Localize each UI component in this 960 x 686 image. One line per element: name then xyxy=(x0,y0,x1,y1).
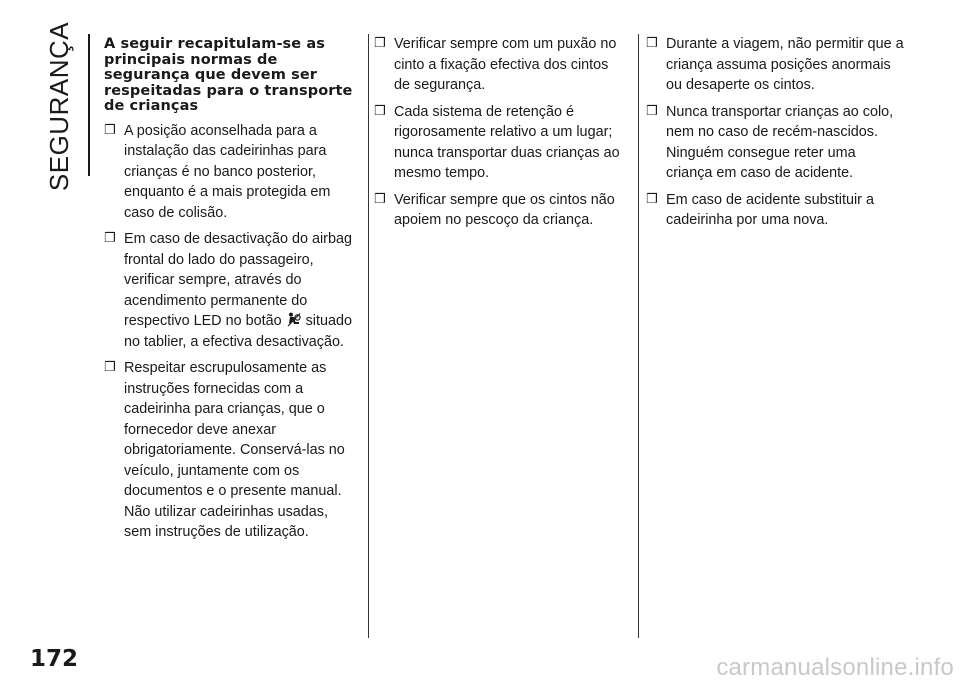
bullet-icon: ❒ xyxy=(646,103,658,119)
column-3 xyxy=(646,34,904,237)
bullet-icon: ❒ xyxy=(104,231,116,246)
list-item-text: Verificar sempre com um puxão no cinto a fixação efectiva dos cintos de segurança. xyxy=(394,36,617,93)
list-item-text: situado no tablier, a efectiva desactivação. xyxy=(124,313,353,350)
list-item xyxy=(374,190,626,231)
section-rule xyxy=(88,34,90,176)
column-1 xyxy=(104,32,356,549)
list-item-text: Cada sistema de retenção é rigorosamente relativo a um lugar; nunca transportar duas crianças ao mesmo tempo. xyxy=(394,103,620,181)
column-divider-1 xyxy=(368,34,369,638)
list-item-text: Verificar sempre que os cintos não apoiem no pescoço da criança. xyxy=(394,191,615,228)
bullet-icon: ❒ xyxy=(374,36,386,51)
list-item xyxy=(646,190,904,231)
list-item xyxy=(374,102,626,184)
section-heading: A seguir recapitulam-se as principais normas de segurança que devem ser respeitadas para o transporte de crianças xyxy=(104,36,353,114)
watermark: carmanualsonline.info xyxy=(716,654,954,681)
list-item xyxy=(646,102,904,184)
list-item-text: Em caso de acidente substituir a cadeirinha por uma nova. xyxy=(666,191,874,228)
bullet-icon: ❒ xyxy=(104,122,116,138)
list-item xyxy=(104,229,356,352)
bullet-icon: ❒ xyxy=(374,191,386,207)
list-item-text: Respeitar escrupulosamente as instruções fornecidas com a cadeirinha para crianças, que o fornecedor deve anexar obrigatoriamente. Conservá-las no veículo, juntamente com os documentos e o presente manual. Não utilizar cadeirinhas usadas, sem instruções de utilização. xyxy=(124,360,345,540)
list-item-text: Durante a viagem, não permitir que a criança assuma posições anormais ou desaperte os cintos. xyxy=(666,36,904,93)
page-number: 172 xyxy=(30,646,79,672)
bullet-icon: ❒ xyxy=(646,191,658,207)
list-item-text: Em caso de desactivação do airbag frontal do lado do passageiro, verificar sempre, através do acendimento permanente do respectivo LED no botão xyxy=(124,231,352,329)
section-title-text: SEGURANÇA xyxy=(44,21,75,191)
bullet-icon: ❒ xyxy=(104,360,116,375)
list-item xyxy=(104,121,356,224)
section-title xyxy=(30,21,90,191)
column-2 xyxy=(374,34,626,237)
list-item xyxy=(104,358,356,543)
list-item xyxy=(646,34,904,96)
list-item xyxy=(374,34,626,96)
list-item-text: A posição aconselhada para a instalação das cadeirinhas para crianças é no banco posterior, enquanto é a mais protegida em caso de colisão. xyxy=(124,122,331,221)
airbag-off-icon xyxy=(287,312,301,327)
column-divider-2 xyxy=(638,34,639,638)
bullet-icon: ❒ xyxy=(646,36,658,51)
bullet-icon: ❒ xyxy=(374,103,386,119)
list-item-text: Nunca transportar crianças ao colo, nem no caso de recém-nascidos. Ninguém consegue reter uma criança em caso de acidente. xyxy=(666,103,894,181)
